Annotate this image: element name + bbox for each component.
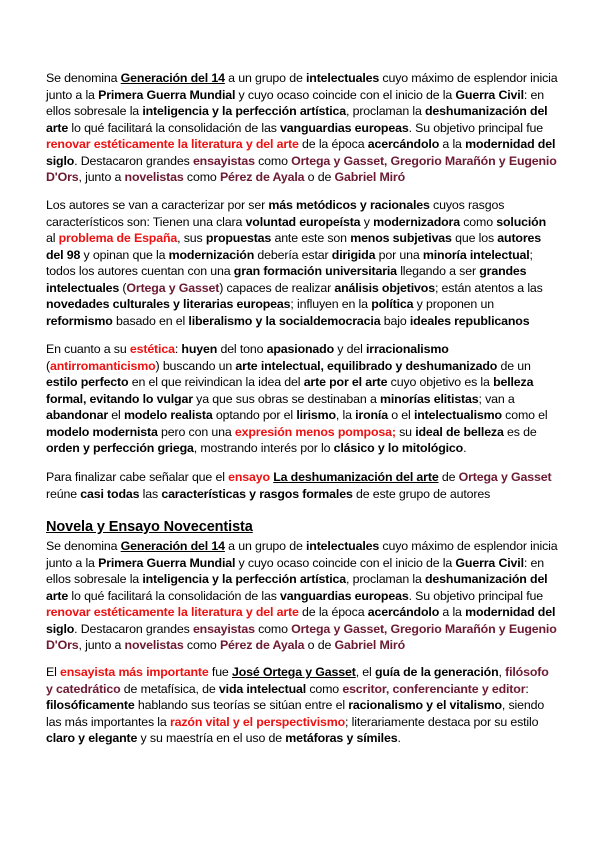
text-run: y opinan que la xyxy=(80,247,169,262)
paragraph-characteristics xyxy=(46,197,558,329)
text-run: como xyxy=(459,214,497,229)
text-run: al xyxy=(46,231,59,245)
text-run: modernidad del siglo xyxy=(46,605,556,636)
text-run: : xyxy=(174,342,182,356)
text-run: ironía xyxy=(355,408,388,422)
text-run: vanguardias europeas xyxy=(280,588,409,603)
text-run: o de xyxy=(304,170,335,184)
text-run: liberalismo y la socialdemocracia xyxy=(188,313,381,328)
text-run: escritor, conferenciante y editor xyxy=(342,681,526,696)
paragraph-aesthetics xyxy=(46,341,558,457)
text-run: , proclaman la xyxy=(346,572,426,586)
text-run: características y rasgos formales xyxy=(161,486,353,501)
text-run: cuyo máximo de esplendor inicia junto a la xyxy=(46,71,558,102)
text-run: bajo xyxy=(380,313,410,328)
text-run: autores del 98 xyxy=(46,231,542,262)
text-run: voluntad europeísta xyxy=(245,214,361,229)
text-run: : en ellos sobresale la xyxy=(46,87,544,118)
text-run: Primera Guerra Mundial xyxy=(98,87,236,102)
text-run: y xyxy=(360,214,374,229)
text-run: inteligencia y la perfección artística xyxy=(142,572,346,586)
text-run: del tono xyxy=(217,342,267,356)
text-run: como xyxy=(183,638,220,652)
text-run: y cuyo ocaso coincide con el inicio de la xyxy=(235,555,456,570)
text-run: vanguardias europeas xyxy=(280,120,409,135)
text-run: cuyo objetivo es la xyxy=(387,375,494,389)
text-run: Primera Guerra Mundial xyxy=(98,555,236,570)
text-run: . Su objetivo principal fue xyxy=(408,588,543,603)
text-run: como el xyxy=(501,408,548,422)
text-run: ( xyxy=(119,280,127,295)
text-run: reúne xyxy=(46,486,81,501)
text-run: que los xyxy=(451,231,498,245)
text-run: lo qué facilitará la consolidación de las xyxy=(68,588,281,603)
text-run: intelectuales xyxy=(305,71,380,85)
text-run: modernidad del siglo xyxy=(46,137,556,168)
text-run: ensayistas xyxy=(192,153,255,168)
text-run: La deshumanización del arte xyxy=(273,470,439,484)
text-run: y su maestría en el uso de xyxy=(137,731,286,745)
text-run: racionalismo y el vitalismo xyxy=(348,698,502,712)
text-run: . Destacaron grandes xyxy=(74,621,193,636)
text-run: y cuyo ocaso coincide con el inicio de la xyxy=(235,87,456,102)
text-run: novedades culturales y literarias europeas xyxy=(46,297,291,311)
text-run: belleza formal, evitando lo vulgar xyxy=(46,375,534,406)
text-run: de un xyxy=(497,358,531,373)
text-run: acercándolo xyxy=(367,137,440,151)
text-run: antirromanticismo xyxy=(49,358,156,373)
text-run: El xyxy=(46,665,61,679)
text-run: como xyxy=(183,170,220,184)
text-run: clásico y lo mitológico xyxy=(333,441,464,455)
text-run: Ortega y Gasset, Gregorio Marañón y Eugenio D'Ors xyxy=(46,153,557,184)
text-run: como xyxy=(254,153,292,168)
text-run: ensayista más importante xyxy=(60,665,209,679)
text-run: basado en el xyxy=(112,313,189,328)
text-run: dirigida xyxy=(331,247,376,262)
text-run: , la xyxy=(335,408,356,422)
text-run: o el xyxy=(387,408,414,422)
text-run: Ortega y Gasset xyxy=(126,280,220,295)
text-run: ya que sus obras se destinaban a xyxy=(192,391,380,406)
text-run: más metódicos y racionales xyxy=(268,198,430,212)
text-run: ; influyen en la xyxy=(290,297,372,311)
text-run: En cuanto a su xyxy=(46,342,130,356)
text-run: grandes intelectuales xyxy=(46,264,527,295)
text-run: minoría intelectual xyxy=(422,247,530,262)
text-run: ; van a xyxy=(478,391,515,406)
text-run: Pérez de Ayala xyxy=(219,638,305,652)
text-run: José Ortega y Gasset xyxy=(231,665,356,679)
text-run: Generación del 14 xyxy=(120,539,225,553)
text-run: , proclaman la xyxy=(346,104,426,118)
text-run: cuyo máximo de esplendor inicia junto a la xyxy=(46,539,558,570)
text-run: irracionalismo xyxy=(366,342,449,356)
text-run: problema de España xyxy=(58,231,178,245)
text-run: claro y elegante xyxy=(46,731,138,745)
text-run: huyen xyxy=(181,342,218,356)
text-run: Ortega y Gasset xyxy=(458,470,552,484)
text-run: ensayistas xyxy=(192,621,255,636)
text-run: metáforas y símiles xyxy=(285,731,398,745)
text-run: orden y perfección griega xyxy=(46,441,194,455)
text-run: lo qué facilitará la consolidación de las xyxy=(68,120,281,135)
text-run: estilo perfecto xyxy=(46,375,129,389)
text-run: a un grupo de xyxy=(224,71,306,85)
text-run: como xyxy=(306,681,343,696)
text-run: análisis objetivos xyxy=(334,280,435,295)
text-run: : xyxy=(525,681,529,696)
text-run: es de xyxy=(503,424,537,439)
text-run: apasionado xyxy=(266,342,334,356)
text-run: optando por el xyxy=(212,408,297,422)
text-run: abandonar xyxy=(46,408,108,422)
text-run: lirismo xyxy=(296,408,336,422)
text-run: : en ellos sobresale la xyxy=(46,555,544,586)
text-run: de metafísica, de xyxy=(120,681,219,696)
text-run: filosóficamente xyxy=(46,698,135,712)
text-run: Guerra Civil xyxy=(455,555,524,570)
text-run: de la época xyxy=(298,605,368,619)
paragraph-intro-repeat xyxy=(46,538,558,654)
text-run: modernización xyxy=(168,247,255,262)
text-run: Para finalizar cabe señalar que el xyxy=(46,470,229,484)
text-run: modelo modernista xyxy=(46,424,158,439)
text-run: intelectualismo xyxy=(413,408,502,422)
text-run: Generación del 14 xyxy=(120,71,225,85)
text-run: ; están atentos a las xyxy=(434,280,543,295)
text-run: a la xyxy=(439,605,466,619)
text-run: arte intelectual, equilibrado y deshumanizado xyxy=(235,358,498,373)
text-run: y del xyxy=(334,342,367,356)
text-run: vida intelectual xyxy=(218,681,307,696)
text-run: ante este son xyxy=(271,231,351,245)
text-run: . Su objetivo principal fue xyxy=(408,120,543,135)
text-run: renovar estéticamente la literatura y del arte xyxy=(46,605,299,619)
text-run: ideal de belleza xyxy=(415,424,504,439)
text-run: como xyxy=(254,621,292,636)
text-run: novelistas xyxy=(124,638,184,652)
text-run: y proponen un xyxy=(413,297,494,311)
text-run: , siendo las más importantes la xyxy=(46,698,545,729)
text-run: por una xyxy=(375,247,423,262)
text-run: razón vital y el perspectivismo xyxy=(169,714,346,729)
text-run: ) capaces de realizar xyxy=(219,280,335,295)
text-run: , junto a xyxy=(78,170,125,184)
paragraph-ortega xyxy=(46,664,558,747)
text-run: hablando sus teorías se sitúan entre el xyxy=(134,698,349,712)
text-run: deshumanización del arte xyxy=(46,104,548,135)
text-run: , el xyxy=(355,665,375,679)
text-run: filósofo y catedrático xyxy=(46,665,549,696)
text-run: , xyxy=(498,665,506,679)
text-run: estética xyxy=(129,342,175,356)
text-run: a la xyxy=(439,137,466,151)
text-run: acercándolo xyxy=(367,605,440,619)
text-run: Pérez de Ayala xyxy=(219,170,305,184)
text-run: Gabriel Miró xyxy=(334,638,405,652)
text-run: ; todos los autores cuentan con una xyxy=(46,247,533,278)
paragraph-intro xyxy=(46,70,558,186)
text-run: de la época xyxy=(298,137,368,151)
text-run: casi todas xyxy=(80,486,140,501)
text-run: ; literariamente destaca por su estilo xyxy=(345,714,539,729)
text-run: Se denomina xyxy=(46,539,121,553)
text-run: reformismo xyxy=(46,313,113,328)
text-run: , mostrando interés por lo xyxy=(193,441,334,455)
text-run: Ortega y Gasset, Gregorio Marañón y Eugenio D'Ors xyxy=(46,621,557,652)
text-run: en el que reivindican la idea del xyxy=(128,375,304,389)
text-run: ensayo xyxy=(228,470,270,484)
text-run: Gabriel Miró xyxy=(334,170,405,184)
text-run: . xyxy=(463,441,467,455)
text-run: a un grupo de xyxy=(224,539,306,553)
text-run: fue xyxy=(208,665,232,679)
text-run: deshumanización del arte xyxy=(46,572,548,603)
text-run: ideales republicanos xyxy=(409,313,530,328)
text-run: de este grupo de autores xyxy=(352,486,491,501)
text-run: ) buscando un xyxy=(155,358,236,373)
text-run: renovar estéticamente la literatura y del arte xyxy=(46,137,299,151)
text-run: . xyxy=(397,731,401,745)
text-run: solución xyxy=(496,214,546,229)
text-run: las xyxy=(139,486,162,501)
text-run: o de xyxy=(304,638,335,652)
text-run: cuyos rasgos característicos son: Tienen una clara xyxy=(46,198,505,229)
text-run: inteligencia y la perfección artística xyxy=(142,104,346,118)
text-run: guía de la generación xyxy=(374,665,499,679)
text-run: de xyxy=(438,470,459,484)
text-run: debería estar xyxy=(254,247,332,262)
text-run: Guerra Civil xyxy=(455,87,524,102)
text-run: modernizadora xyxy=(373,214,460,229)
text-run: menos subjetivas xyxy=(350,231,452,245)
text-run: Se denomina xyxy=(46,71,121,85)
text-run: minorías elitistas xyxy=(379,391,479,406)
text-run: . Destacaron grandes xyxy=(74,153,193,168)
text-run: Los autores se van a caracterizar por ser xyxy=(46,198,269,212)
text-run: , sus xyxy=(177,231,206,245)
text-run: intelectuales xyxy=(305,539,380,553)
text-run: gran formación universitaria xyxy=(233,264,397,278)
text-run: , junto a xyxy=(78,638,125,652)
text-run: el xyxy=(108,408,124,422)
text-run: pero con una xyxy=(157,424,235,439)
text-run: arte por el arte xyxy=(303,375,388,389)
section-heading: Novela y Ensayo Novecentista xyxy=(46,519,253,535)
text-run: propuestas xyxy=(205,231,272,245)
text-run: modelo realista xyxy=(123,408,213,422)
paragraph-conclusion xyxy=(46,469,558,502)
text-run: ( xyxy=(46,358,50,373)
text-run: expresión menos pomposa; xyxy=(234,424,396,439)
text-run: novelistas xyxy=(124,170,184,184)
text-run: su xyxy=(395,424,416,439)
text-run: política xyxy=(371,297,414,311)
text-run: llegando a ser xyxy=(396,264,480,278)
